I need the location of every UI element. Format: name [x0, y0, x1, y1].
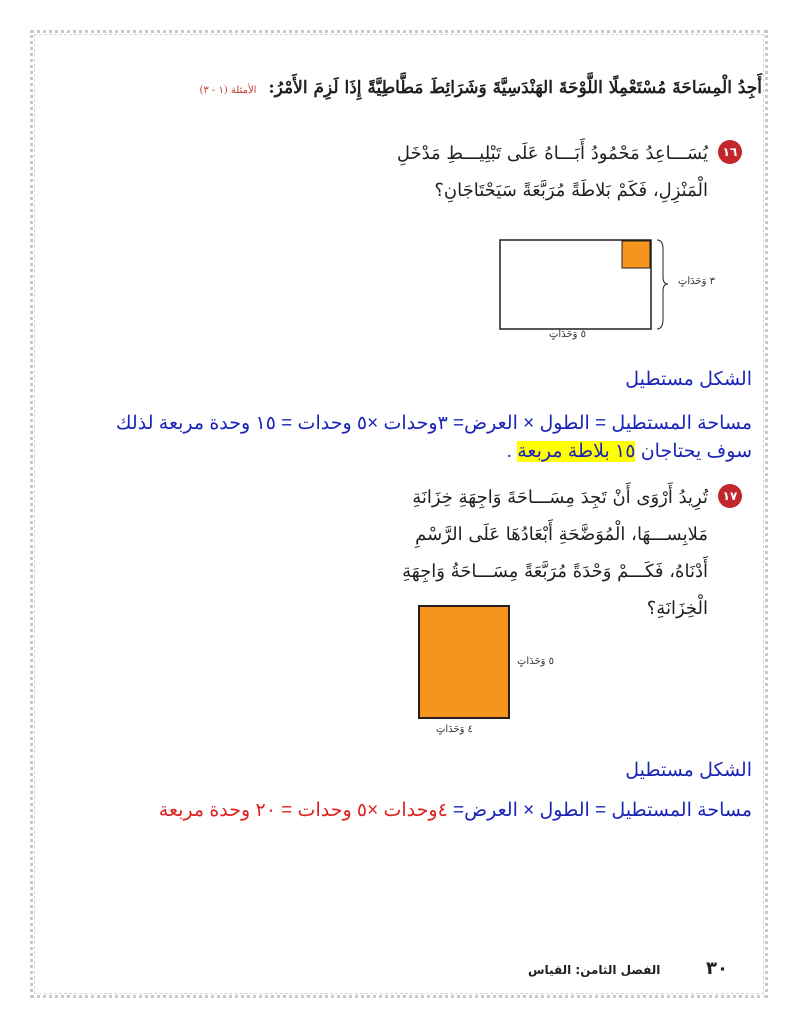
instruction: [62, 78, 762, 98]
answer-17-formula: مساحة المستطيل = الطول × العرض=: [447, 800, 752, 821]
answer-16-line-2-pre: سوف يحتاجان: [635, 441, 752, 462]
question-17-number: ١٧: [722, 489, 738, 503]
figure-17: [416, 603, 516, 721]
question-16-number: ١٦: [722, 145, 738, 159]
question-17-badge: [718, 484, 742, 508]
instruction-ref: الأمثلة (١ - ٣): [199, 85, 257, 96]
question-17-line-1: تُرِيدُ أَرْوَى أَنْ تَجِدَ مِسَـــاحَةَ وَاجِهَةِ خِزَانَةِ: [412, 487, 708, 508]
figure-17-width-label: ٤ وَحَدَاتٍ: [436, 724, 474, 735]
page-number: ٣٠: [706, 958, 728, 979]
figure-17-rectangle: [419, 606, 509, 718]
instruction-text: أَجِدُ الْمِسَاحَةَ مُسْتَعْمِلًا اللَّوْحَةَ الهَنْدَسِيَّةَ وَشَرَائِطَ مَطَّاطِيَّةً إِذَا لَزِمَ الأَمْرُ:: [268, 78, 762, 98]
question-16-text: [108, 135, 708, 209]
figure-16-tile: [622, 241, 650, 268]
question-16-badge: [718, 140, 742, 164]
question-16-line-1: يُسَـــاعِدُ مَحْمُودُ أَبَـــاهُ عَلَى تَبْلِيـــطِ مَدْخَلِ: [396, 143, 708, 164]
question-16-line-2: الْمَنْزِلِ، فَكَمْ بَلاطَةً مُرَبَّعَةً سَيَحْتَاجَانِ؟: [434, 180, 708, 201]
question-17-line-3: أَدْنَاهُ، فَكَـــمْ وَحْدَةً مُرَبَّعَةً مِسَـــاحَةُ وَاجِهَةِ: [402, 561, 708, 582]
figure-17-height-label: ٥ وَحَدَاتٍ: [517, 656, 555, 667]
figure-16: [495, 235, 675, 343]
figure-16-brace: [657, 240, 668, 329]
question-17-line-2: مَلابِســـهَا، الْمُوَضَّحَةِ أَبْعَادُهَا عَلَى الرَّسْمِ: [415, 524, 708, 545]
answer-16-line-2: [32, 438, 752, 466]
question-17-line-4: الْخِزَانَةِ؟: [646, 598, 708, 619]
answer-17-line-1: [32, 797, 752, 825]
answer-16-line-2-post: .: [506, 441, 518, 462]
answer-16-highlight: ١٥ بلاطة مربعة: [517, 441, 636, 462]
answer-16-line-1: مساحة المستطيل = الطول × العرض= ٣وحدات ×٥ وحدات = ١٥ وحدة مربعة لذلك: [115, 413, 752, 434]
figure-16-width-label: ٥ وَحَدَاتٍ: [549, 329, 587, 340]
answer-17-shape: الشكل مستطيل: [625, 760, 752, 781]
answer-17-result: ٤وحدات ×٥ وحدات = ٢٠ وحدة مربعة: [158, 800, 448, 821]
chapter-title: الفصل الثامن: القياس: [528, 963, 661, 977]
answer-16-shape: الشكل مستطيل: [625, 369, 752, 390]
figure-16-height-label: ٣ وَحَدَاتٍ: [678, 276, 716, 287]
